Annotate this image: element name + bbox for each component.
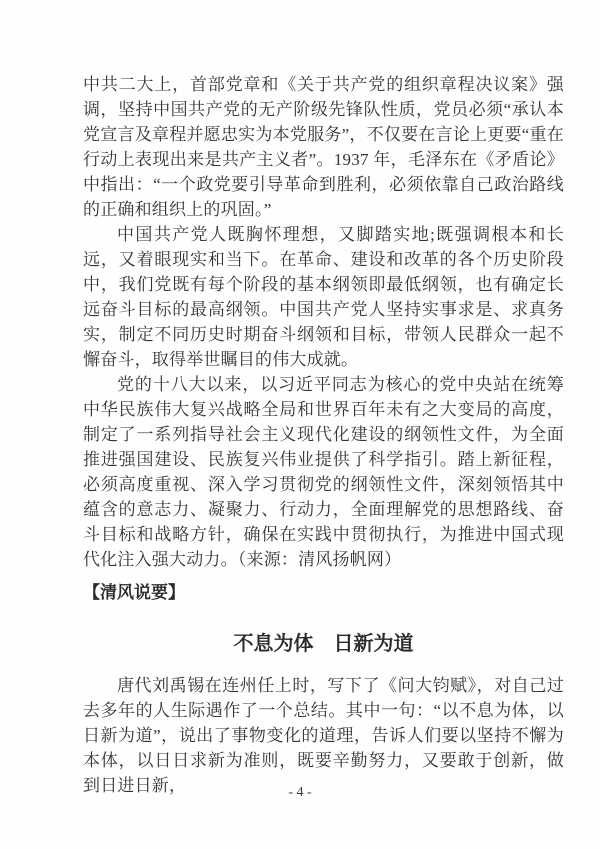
article-title: 不息为体 日新为道 [233, 633, 414, 655]
body-paragraph: 中国共产党人既胸怀理想，又脚踏实地;既强调根本和长远，又着眼现实和当下。在革命、建设和改革的各个历史阶段中，我们党既有每个阶段的基本纲领即最低纲领，也有确定长远奋斗目标的最高纲领。中国共产党人坚持实事求是、求真务实，制定不同历史时期奋斗纲领和目标，带领人民群众一起不懈奋斗，取得举世瞩目的伟大成就。 [83, 225, 564, 369]
page-number: - 4 - [288, 785, 312, 800]
body-paragraph: 中共二大上，首部党章和《关于共产党的组织章程决议案》强调，坚持中国共产党的无产阶级先锋队性质，党员必须“承认本党宣言及章程并愿忠实为本党服务”，不仅要在言论上更要“重在行动上表现出来是共产主义者”。1937 年，毛泽东在《矛盾论》中指出：“一个政党要引导革命到胜利，必须依靠自己政治路线的正确和组织上的巩固。” [83, 75, 564, 219]
article-body [83, 673, 564, 798]
article-paragraph: 唐代刘禹锡在连州任上时，写下了《问大钧赋》，对自己过去多年的人生际遇作了一个总结。其中一句：“以不息为体，以日新为道”，说出了事物变化的道理，告诉人们要以坚持不懈为本体，以日日求新为准则，既要辛勤努力，又要敢于创新，做到日进日新， [83, 676, 564, 795]
page-body [83, 72, 564, 798]
section-label: 【清风说要】 [83, 583, 185, 602]
body-paragraph: 党的十八大以来，以习近平同志为核心的党中央站在统筹中华民族伟大复兴战略全局和世界百年未有之大变局的高度，制定了一系列指导社会主义现代化建设的纲领性文件，为全面推进强国建设、民族复兴伟业提供了科学指引。踏上新征程，必须高度重视、深入学习贯彻党的纲领性文件，深刻领悟其中蕴含的意志力、凝聚力、行动力，全面理解党的思想路线、奋斗目标和战略方针，确保在实践中贯彻执行，为推进中国式现代化注入强大动力。（来源：清风扬帆网） [83, 375, 564, 569]
